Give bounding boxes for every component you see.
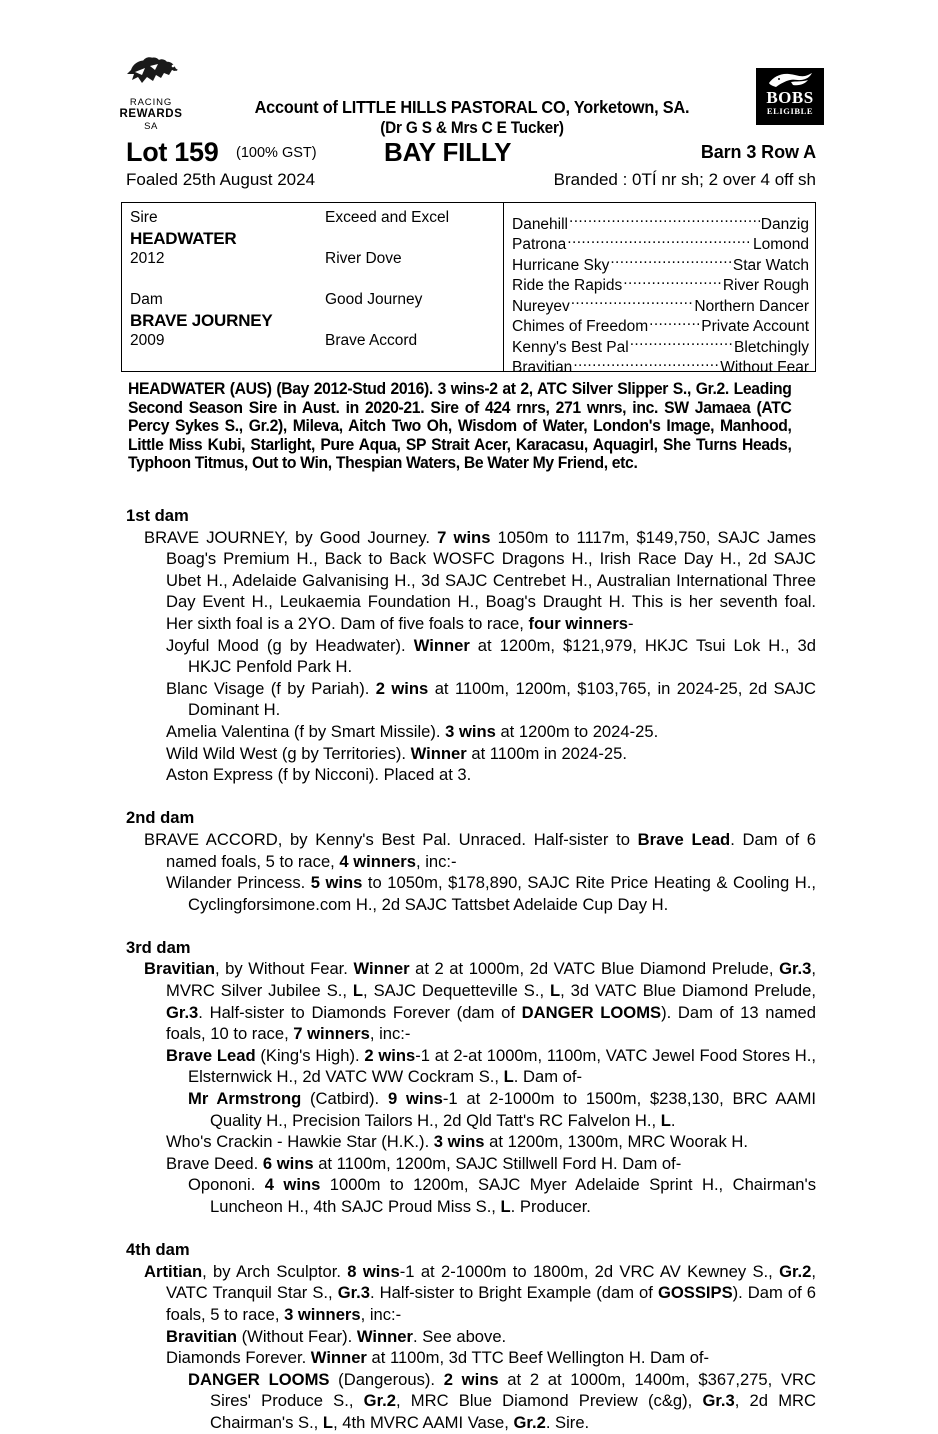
progeny-entry: Joyful Mood (g by Headwater). Winner at 1200m, $121,979, HKJC Tsui Lok H., 3d HKJC Penfold Park H. [166, 635, 816, 677]
progeny-entry: Wild Wild West (g by Territories). Winner at 1100m in 2024-25. [166, 743, 627, 763]
progeny-entry: Blanc Visage (f by Pariah). 2 wins at 1100m, 1200m, $103,765, in 2024-25, 2d SAJC Dominant H. [166, 678, 816, 720]
grandparent-sire: Kenny's Best Pal [512, 338, 629, 356]
section-spacer [126, 786, 816, 808]
grandparent-dam: Private Account [701, 318, 809, 335]
grandparent-dam: Without Fear [720, 359, 809, 376]
bobs-wordmark: BOBS [766, 88, 814, 107]
page-header [112, 48, 828, 143]
sex-and-colour: BAY FILLY [384, 137, 512, 167]
lot-number: Lot 159 [126, 137, 219, 167]
leader-dots [569, 208, 760, 229]
grandparent-dam: Bletchingly [734, 338, 809, 356]
leader-dots [573, 352, 719, 373]
second-dam-text: BRAVE ACCORD, by Kenny's Best Pal. Unraced. Half-sister to Brave Lead. Dam of 6 named foals, 5 to race, 4 winners, inc:- [144, 829, 817, 871]
grandparent-dam: Lomond [752, 236, 809, 253]
brand-description: Branded : 0TÍ nr sh; 2 over 4 off sh [553, 170, 816, 189]
sire-name: HEADWATER [130, 228, 237, 248]
dam-sire: Good Journey [325, 291, 423, 308]
grandparent-dam: Northern Dancer [694, 297, 809, 315]
third-dam-section [126, 937, 816, 1218]
sire-label: Sire [130, 209, 158, 226]
foaled-row [126, 170, 816, 196]
dam-year: 2009 [130, 332, 165, 349]
fourth-dam-text: Artitian, by Arch Sculptor. 8 wins-1 at 2-1000m to 1800m, 2d VRC AV Kewney S., Gr.2, VATC Tranquil Star S., Gr.3. Half-sister to Bright Example (dam of GOSSIPS). Dam of 6 foals, 5 to race, 3 winners, inc:- [144, 1261, 816, 1324]
lot-gst: (100% GST) [236, 145, 317, 161]
account-block [202, 96, 742, 139]
pedigree-column-parents [325, 208, 500, 352]
leader-dots [567, 229, 752, 250]
grandparent-sire: Ride the Rapids [512, 277, 623, 294]
leader-dots [623, 270, 722, 291]
jockey-on-horse-icon [123, 54, 179, 96]
grandparent-sire: Chimes of Freedom [512, 318, 649, 335]
section-spacer [126, 1218, 816, 1240]
grandparent-sire: Danehill [512, 215, 569, 233]
bobs-eligible-logo [756, 68, 824, 125]
progeny-entry: Aston Express (f by Nicconi). Placed at 3. [166, 765, 472, 785]
progeny-entry: Brave Lead (King's High). 2 wins-1 at 2-at 1000m, 1100m, VATC Jewel Food Stores H., Elsternwick H., 2d VATC WW Cockram S., L. Dam of- [166, 1045, 816, 1087]
grandparent-dam: Danzig [760, 215, 809, 233]
sire-dam: River Dove [325, 250, 402, 267]
third-dam-text: Bravitian, by Without Fear. Winner at 2 at 1000m, 2d VATC Blue Diamond Prelude, Gr.3, MVRC Silver Jubilee S., L, SAJC Dequetteville S., L, 3d VATC Blue Diamond Prelude, Gr.3. Half-sister to Diamonds Forever (dam of DANGER LOOMS). Dam of 13 named foals, 10 to race, 7 winners, inc:- [144, 959, 817, 1044]
progeny-entry: Opononi. 4 wins 1000m to 1200m, SAJC Myer Adelaide Sprint H., Chairman's Luncheon H., 4th SAJC Proud Miss S., L. Producer. [188, 1175, 816, 1216]
fourth-dam-section [126, 1239, 816, 1433]
pedigree-column-grandparents [512, 208, 809, 376]
first-dam-text: BRAVE JOURNEY, by Good Journey. 7 wins 1050m to 1117m, $149,750, SAJC James Boag's Premium H., Back to Back WOSFC Dragons H., Irish Race Day H., 2d SAJC Ubet H., Adelaide Galvanising H., 3d SAJC Centrebet H., Australian International Three Day Event H., Leukaemia Foundation H., Boag's Draught H. This is her seventh foal. Her sixth foal is a 2YO. Dam of five foals to race, four winners- [144, 527, 816, 633]
racing-rewards-line2: REWARDS [119, 108, 183, 120]
progeny-entry: Mr Armstrong (Catbird). 9 wins-1 at 2-1000m to 1500m, $238,130, BRC AAMI Quality H., Precision Tailors H., 2d Qld Tatt's RC Falvelon H., L. [188, 1089, 817, 1130]
grandparent-row [512, 208, 809, 233]
progeny-entry: Amelia Valentina (f by Smart Missile). 3 wins at 1200m to 2024-25. [166, 721, 659, 741]
grandparent-dam: River Rough [722, 277, 809, 294]
progeny-entry: Wilander Princess. 5 wins to 1050m, $178,890, SAJC Rite Price Heating & Cooling H., Cyclingforsimone.com H., 2d SAJC Tattsbet Adelaide Cup Day H. [166, 873, 816, 914]
grandparent-dam: Star Watch [732, 256, 809, 274]
second-dam-heading: 2nd dam [126, 808, 195, 828]
progeny-entry: DANGER LOOMS (Dangerous). 2 wins at 2 at 1000m, 1400m, $367,275, VRC Sires' Produce S., Gr.2, MRC Blue Diamond Preview (c&g), Gr.3, 2d MRC Chairman's S., L, 4th MVRC AAMI Vase, Gr.2. Sire. [188, 1369, 817, 1432]
progeny-entry: Bravitian (Without Fear). Winner. See above. [166, 1326, 507, 1346]
grandparent-sire: Hurricane Sky [512, 256, 610, 274]
grandparent-sire: Patrona [512, 236, 567, 253]
progeny-entry: Diamonds Forever. Winner at 1100m, 3d TTC Beef Wellington H. Dam of- [166, 1348, 710, 1368]
leader-dots [610, 249, 732, 270]
lot-row [126, 139, 816, 169]
dam-name: BRAVE JOURNEY [130, 310, 273, 330]
account-name: Account of LITTLE HILLS PASTORAL CO, Yorketown, SA. [254, 97, 690, 117]
account-owners: (Dr G S & Mrs C E Tucker) [380, 119, 564, 137]
second-dam-section [126, 807, 816, 915]
sire-year: 2012 [130, 250, 165, 267]
dam-dam: Brave Accord [325, 332, 418, 349]
section-spacer [126, 915, 816, 937]
grandparent-sire: Nureyev [512, 297, 570, 315]
pedigree-body [126, 505, 816, 1434]
barn-location: Barn 3 Row A [700, 142, 816, 162]
racing-rewards-logo [112, 54, 190, 142]
racing-rewards-line3: SA [144, 121, 158, 132]
first-dam-heading: 1st dam [126, 506, 189, 525]
racing-rewards-line1: RACING [129, 97, 173, 108]
dam-label: Dam [130, 291, 163, 308]
grandparent-sire: Bravitian [512, 359, 573, 376]
third-dam-heading: 3rd dam [126, 937, 191, 957]
sire-sire: Exceed and Excel [325, 209, 450, 226]
fourth-dam-heading: 4th dam [126, 1240, 190, 1260]
pedigree-column-subject [130, 208, 325, 352]
leader-dots [630, 331, 733, 352]
bobs-eligible-label: ELIGIBLE [766, 106, 814, 116]
sire-summary: HEADWATER (AUS) (Bay 2012-Stud 2016). 3 wins-2 at 2, ATC Silver Slipper S., Gr.2. Leading Second Season Sire in Aust. in 2020-21. Sire of 424 rnrs, 271 wnrs, inc. SW Jamaea (ATC Percy Sykes S., Gr.2), Mileva, Aitch Two Oh, Wisdom of Water, London's Image, Manhood, Little Miss Kubi, Starlight, Pure Aqua, SP Strait Acer, Karacasu, Aquagirl, She Turns Heads, Typhoon Titmus, Out to Win, Thespian Waters, Be Water My Friend, etc. [128, 380, 792, 473]
leader-dots [571, 290, 694, 311]
progeny-entry: Who's Crackin - Hawkie Star (H.K.). 3 wins at 1200m, 1300m, MRC Woorak H. [166, 1132, 748, 1152]
pedigree-vertical-divider [503, 203, 504, 371]
pedigree-table [121, 202, 816, 376]
progeny-entry: Brave Deed. 6 wins at 1100m, 1200m, SAJC Stillwell Ford H. Dam of- [166, 1153, 682, 1173]
foaled-date: Foaled 25th August 2024 [126, 170, 316, 189]
first-dam-section [126, 505, 816, 786]
leader-dots [649, 311, 700, 332]
